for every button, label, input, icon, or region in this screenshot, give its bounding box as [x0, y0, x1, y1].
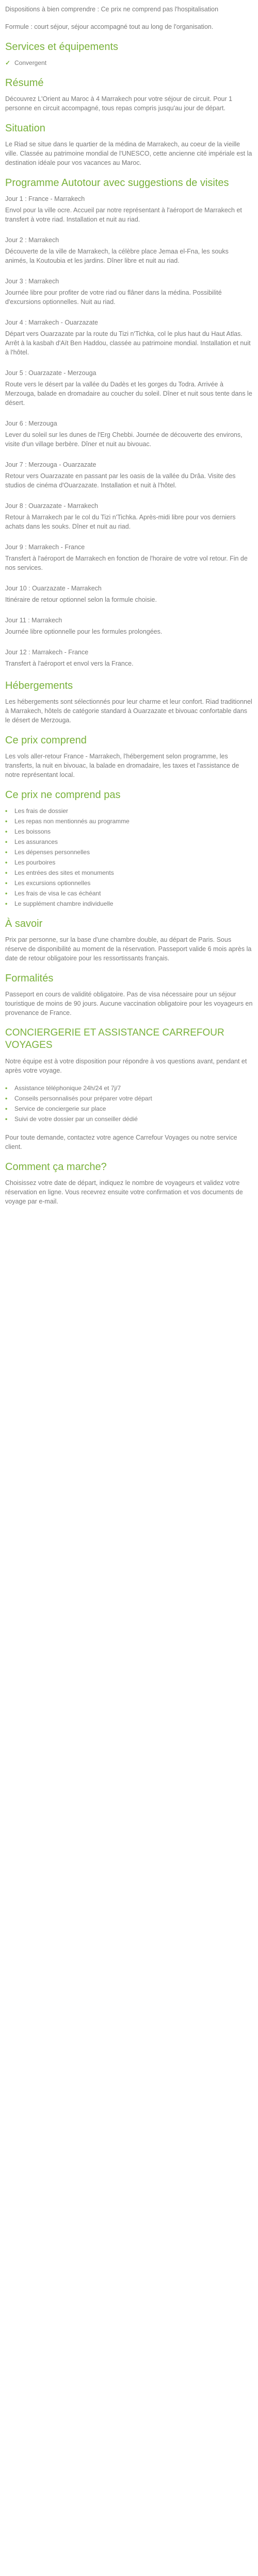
day-text: Transfert à l'aéroport et envol vers la France. [5, 660, 134, 667]
day-text: Journée libre optionnelle pour les formules prolongées. [5, 628, 163, 635]
day-7 [5, 460, 253, 490]
bullet-icon: • [5, 879, 8, 887]
list-item: • Les entrées des sites et monuments [5, 869, 114, 876]
ne-comprend-title: Ce prix ne comprend pas [5, 789, 121, 801]
day-title: Jour 7 : Merzouga - Ouarzazate [5, 461, 96, 468]
day-title: Jour 3 : Marrakech [5, 278, 59, 285]
bullet-icon: • [5, 869, 8, 876]
bullet-icon: • [5, 859, 8, 866]
day-9 [5, 543, 253, 572]
day-title: Jour 11 : Marrakech [5, 617, 62, 624]
day-title: Jour 8 : Ouarzazate - Marrakech [5, 502, 98, 510]
conciergerie-title: CONCIERGERIE ET ASSISTANCE CARREFOUR VOYAGES [5, 1027, 224, 1050]
intro-formula: Formule : court séjour, séjour accompagné tout au long de l'organisation. [5, 23, 214, 30]
list-item: • Conseils personnalisés pour préparer votre départ [5, 1095, 152, 1102]
list-item: • Les pourboires [5, 859, 56, 866]
formalites-title: Formalités [5, 973, 54, 984]
day-3 [5, 277, 253, 307]
day-2 [5, 235, 253, 265]
list-item: • Le supplément chambre individuelle [5, 900, 114, 907]
page-content [0, 0, 258, 1206]
bullet-icon: • [5, 1115, 8, 1123]
day-text: Route vers le désert par la vallée du Dadès et les gorges du Todra. Arrivée à Merzouga, balade en dromadaire au coucher du soleil. Dîner et nuit sous tente dans le désert. [5, 381, 252, 406]
day-12 [5, 648, 253, 668]
day-text: Retour vers Ouarzazate en passant par les oasis de la vallée du Drâa. Visite des studios de cinéma d'Ouarzazate. Installation et nuit à l'hôtel. [5, 472, 236, 489]
comprend-title: Ce prix comprend [5, 735, 87, 746]
hebergement-text: Les hébergements sont sélectionnés pour leur charme et leur confort. Riad traditionnel à Marrakech, hôtels de catégorie standard à Ouarzazate et bivouac confortable dans le désert de Merzouga. [5, 698, 252, 724]
bullet-icon: • [5, 1095, 8, 1102]
comment-title: Comment ça marche? [5, 1161, 107, 1173]
programme-title: Programme Autotour avec suggestions de visites [5, 177, 229, 189]
list-item: • Les boissons [5, 828, 51, 835]
day-title: Jour 6 : Merzouga [5, 420, 57, 427]
conciergerie-intro: Notre équipe est à votre disposition pour répondre à vos questions avant, pendant et après votre voyage. [5, 1058, 247, 1074]
bullet-icon: • [5, 1084, 8, 1092]
day-title: Jour 4 : Marrakech - Ouarzazate [5, 319, 98, 326]
day-5 [5, 368, 253, 408]
list-item: • Les repas non mentionnés au programme [5, 818, 130, 825]
bullet-icon: • [5, 1105, 8, 1112]
day-8 [5, 501, 253, 531]
a-savoir-text: Prix par personne, sur la base d'une chambre double, au départ de Paris. Sous réserve de disponibilité au moment de la réservation. Passeport valide 6 mois après la date de retour obligatoire pour les ressortissants français. [5, 936, 252, 962]
formalites-text: Passeport en cours de validité obligatoire. Pas de visa nécessaire pour un séjour touristique de moins de 90 jours. Aucune vaccination obligatoire pour les voyageurs en provenance de France. [5, 991, 253, 1016]
list-item: • Service de conciergerie sur place [5, 1105, 106, 1112]
room-title: Résumé [5, 77, 44, 89]
day-10 [5, 584, 253, 604]
a-savoir-title: À savoir [5, 918, 43, 929]
list-item: • Assistance téléphonique 24h/24 et 7j/7 [5, 1084, 121, 1092]
room-text: Découvrez L'Orient au Maroc à 4 Marrakech pour votre séjour de circuit. Pour 1 personne en circuit accompagné, tous repas compris jusqu'au jour de départ. [5, 95, 233, 112]
comment-text: Choisissez votre date de départ, indiquez le nombre de voyageurs et validez votre réservation en ligne. Vous recevrez ensuite votre confirmation et vos documents de voyage par e-mail. [5, 1179, 243, 1205]
day-text: Itinéraire de retour optionnel selon la formule choisie. [5, 596, 157, 603]
list-item: • Les frais de dossier [5, 807, 69, 815]
day-title: Jour 1 : France - Marrakech [5, 195, 85, 202]
day-6 [5, 419, 253, 449]
ne-comprend-list [5, 806, 253, 908]
bullet-icon: • [5, 818, 8, 825]
bullet-icon: • [5, 849, 8, 856]
day-title: Jour 2 : Marrakech [5, 236, 59, 244]
list-item: • Les frais de visa le cas échéant [5, 890, 101, 897]
day-text: Départ vers Ouarzazate par la route du Tizi n'Tichka, col le plus haut du Haut Atlas. Arrêt à la kasbah d'Aït Ben Haddou, classée au patrimoine mondial. Installation et nuit à l'hôtel. [5, 330, 251, 356]
bullet-icon: • [5, 807, 8, 815]
day-4 [5, 318, 253, 357]
day-text: Lever du soleil sur les dunes de l'Erg Chebbi. Journée de découverte des environs, visite d'un village berbère. Dîner et nuit au bivouac. [5, 431, 243, 448]
conciergerie-list [5, 1083, 253, 1124]
bullet-icon: • [5, 838, 8, 845]
day-title: Jour 5 : Ouarzazate - Merzouga [5, 369, 96, 377]
list-item: • Les assurances [5, 838, 58, 845]
situation-text: Le Riad se situe dans le quartier de la médina de Marrakech, au coeur de la vieille ville. Classée au patrimoine mondial de l'UNESCO, cette ancienne cité impériale est la destination idéale pour vos vacances au Maroc. [5, 141, 252, 166]
day-title: Jour 10 : Ouarzazate - Marrakech [5, 585, 102, 592]
bullet-icon: • [5, 900, 8, 907]
day-text: Transfert à l'aéroport de Marrakech en fonction de l'horaire de votre vol retour. Fin de nos services. [5, 555, 248, 571]
situation-title: Situation [5, 123, 45, 134]
check-icon: ✓ [5, 59, 11, 66]
conciergerie-contact: Pour toute demande, contactez votre agence Carrefour Voyages ou notre service client. [5, 1134, 237, 1150]
bullet-icon: • [5, 890, 8, 897]
hebergement-title: Hébergements [5, 680, 73, 691]
day-text: Envol pour la ville ocre. Accueil par notre représentant à l'aéroport de Marrakech et transfert à votre riad. Installation et nuit au riad. [5, 207, 242, 223]
day-11 [5, 616, 253, 636]
day-title: Jour 9 : Marrakech - France [5, 544, 85, 551]
day-text: Découverte de la ville de Marrakech, la célèbre place Jemaa el-Fna, les souks animés, la Koutoubia et les jardins. Dîner libre et nuit au riad. [5, 248, 229, 264]
day-1 [5, 194, 253, 224]
services-list [5, 58, 253, 67]
bullet-icon: • [5, 828, 8, 835]
intro-text: Dispositions à bien comprendre : Ce prix ne comprend pas l'hospitalisation [5, 6, 219, 13]
day-title: Jour 12 : Marrakech - France [5, 649, 89, 656]
list-item: • Les dépenses personnelles [5, 849, 90, 856]
services-title: Services et équipements [5, 41, 119, 53]
comprend-text: Les vols aller-retour France - Marrakech, l'hébergement selon programme, les transferts, la nuit en bivouac, la balade en dromadaire, les taxes et l'assistance de notre représentant local. [5, 753, 239, 778]
list-item: • Suivi de votre dossier par un conseiller dédié [5, 1115, 138, 1123]
day-text: Journée libre pour profiter de votre riad ou flâner dans la médina. Possibilité d'excursions optionnelles. Nuit au riad. [5, 289, 222, 306]
services-item: ✓ Convergent [5, 59, 47, 66]
day-text: Retour à Marrakech par le col du Tizi n'Tichka. Après-midi libre pour vos derniers achats dans les souks. Dîner et nuit au riad. [5, 514, 236, 530]
list-item: • Les excursions optionnelles [5, 879, 91, 887]
